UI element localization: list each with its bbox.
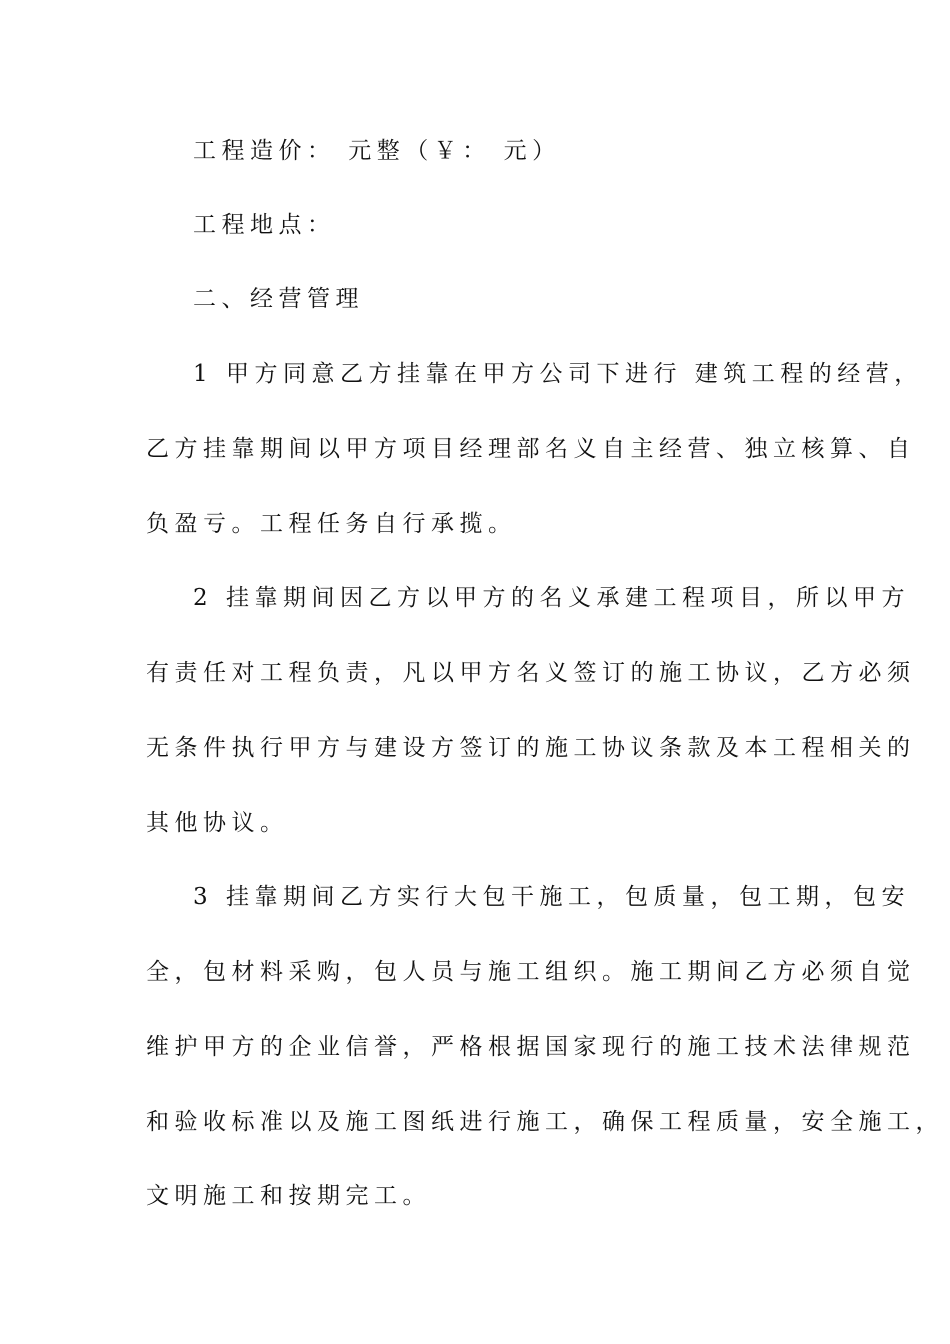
clause-2-line-1: 2 挂靠期间因乙方以甲方的名义承建工程项目，所以甲方 [193,585,910,611]
clause-1-line-2: 乙方挂靠期间以甲方项目经理部名义自主经营、独立核算、自 [146,436,916,462]
clause-1-line-1: 1 甲方同意乙方挂靠在甲方公司下进行 建筑工程的经营， [193,361,923,387]
clause-3-line-3: 维护甲方的企业信誉，严格根据国家现行的施工技术法律规范 [146,1034,916,1060]
project-cost-line: 工程造价： 元整（￥： 元） [193,138,561,164]
clause-3-line-1: 3 挂靠期间乙方实行大包干施工，包质量，包工期，包安 [193,884,910,910]
project-location-line: 工程地点： [193,212,336,238]
clause-3-line-5: 文明施工和按期完工。 [146,1183,431,1209]
section-heading-management: 二、经营管理 [193,286,364,312]
clause-3-line-4: 和验收标准以及施工图纸进行施工，确保工程质量，安全施工， [146,1109,944,1135]
clause-2-line-2: 有责任对工程负责，凡以甲方名义签订的施工协议，乙方必须 [146,660,916,686]
clause-1-line-3: 负盈亏。工程任务自行承揽。 [146,511,517,537]
clause-2-line-3: 无条件执行甲方与建设方签订的施工协议条款及本工程相关的 [146,735,916,761]
clause-3-line-2: 全，包材料采购，包人员与施工组织。施工期间乙方必须自觉 [146,959,916,985]
clause-2-line-4: 其他协议。 [146,810,289,836]
